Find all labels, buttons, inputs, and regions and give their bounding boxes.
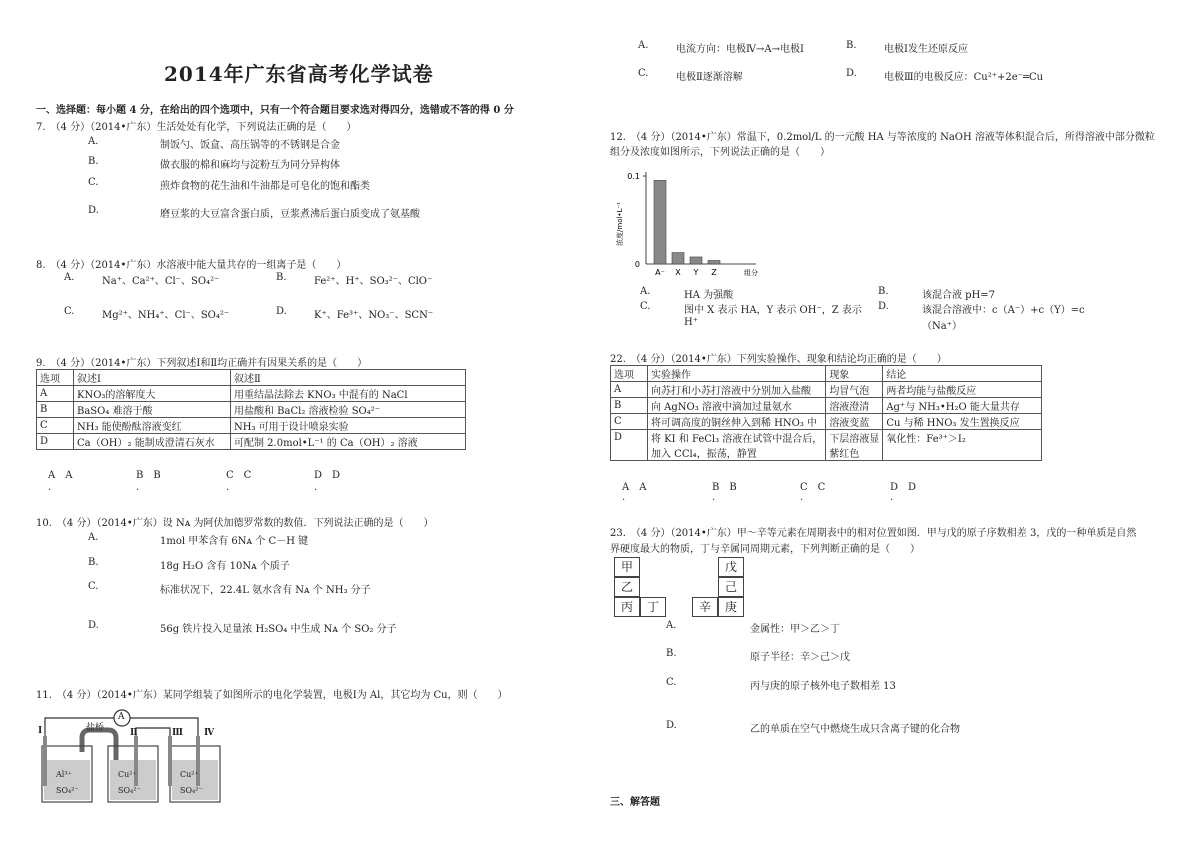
cell-jia: 甲 [614,557,640,577]
cell-bing: 丙 [614,597,640,617]
table-row [37,370,466,386]
q11-option-d-label[interactable]: D. [846,68,857,79]
q9-option-a[interactable]: A A [48,470,73,481]
q7-option-a: 制饭勺、饭盒、高压锅等的不锈钢是合金 [160,140,340,151]
q23-option-b-label[interactable]: B. [666,648,677,659]
table-cell: C [37,418,74,434]
table-row [37,418,466,434]
table-row [611,382,1042,398]
option-dot: . [712,492,716,503]
table-row [611,366,1042,382]
option-dot: . [314,482,318,493]
cell-ding: 丁 [640,597,666,617]
beaker-1-ion-b: SO₄²⁻ [56,786,79,795]
q8-stem: 8. （4 分）（2014•广东）水溶液中能大量共存的一组离子是（ ） [36,260,347,271]
electrode-4-label: Ⅳ [204,728,215,738]
cell-xin: 辛 [692,597,718,617]
beaker-2-ion-b: SO₄²⁻ [118,786,141,795]
table-row [611,414,1042,430]
right-column [610,0,1170,849]
option-dot: . [136,482,140,493]
table-row [611,430,1042,446]
q9-option-d[interactable]: D D [314,470,341,481]
electrode-1-label: Ⅰ [38,726,43,736]
q10-option-b: 18g H₂O 含有 10Nᴀ 个质子 [160,561,290,572]
q11-option-a: 电流方向：电极Ⅳ→A→电极Ⅰ [676,44,804,55]
table-cell: 用盐酸和 BaCl₂ 溶液检验 SO₄²⁻ [231,402,466,418]
q23-option-a: 金属性：甲＞乙＞丁 [750,624,840,635]
left-column [36,0,586,849]
beaker-3-ion-b: SO₄²⁻ [180,786,203,795]
q22-stem: 22. （4 分）（2014•广东）下列实验操作、现象和结论均正确的是（ ） [610,354,947,365]
table-cell: D [611,430,648,446]
bar [708,260,720,264]
bar [690,257,702,264]
table-cell: NH₃ 能使酚酞溶液变红 [74,418,231,434]
q22-option-b[interactable]: B B [712,482,737,493]
q23-option-b: 原子半径：辛＞己＞戊 [750,652,850,663]
q12-option-d-label[interactable]: D. [878,301,889,312]
q11-option-d: 电极Ⅲ的电极反应：Cu²⁺+2e⁻═Cu [884,72,1044,83]
q9-option-c[interactable]: C C [226,470,252,481]
q22-table [610,365,1042,461]
table-cell: 结论 [883,366,1042,382]
beaker-1-ion-a: Al³⁺ [56,770,72,779]
q23-option-d-label[interactable]: D. [666,720,677,731]
table-cell: C [611,414,648,430]
table-row [37,386,466,402]
q7-option-d: 磨豆浆的大豆富含蛋白质，豆浆煮沸后蛋白质变成了氨基酸 [160,209,420,220]
bar [654,180,666,264]
table-cell: D [37,434,74,450]
y-tick-label: 0.1 [627,172,640,181]
q22-option-d[interactable]: D D [890,482,917,493]
table-row [37,402,466,418]
q7-option-b-label[interactable]: B. [88,156,99,167]
table-cell: 叙述Ⅱ [231,370,466,386]
option-dot: . [622,492,626,503]
q12-option-a-label[interactable]: A. [640,286,651,297]
table-cell: 用重结晶法除去 KNO₃ 中混有的 NaCl [231,386,466,402]
table-cell: 氧化性：Fe³⁺＞I₂ [883,430,1042,446]
table-cell: B [37,402,74,418]
q12-stem-line2: 组分及浓度如图所示，下列说法正确的是（ ） [610,147,830,158]
q11-option-b-label[interactable]: B. [846,40,857,51]
table-cell: 选项 [611,366,648,382]
q7-option-a-label[interactable]: A. [88,136,99,147]
table-cell: 实验操作 [648,366,826,382]
q10-option-a-label[interactable]: A. [88,532,99,543]
q23-option-c: 丙与庚的原子核外电子数相差 13 [750,681,896,692]
q8-option-a: Na⁺、Ca²⁺、Cl⁻、SO₄²⁻ [102,276,220,287]
q7-option-c: 煎炸食物的花生油和牛油都是可皂化的饱和酯类 [160,181,370,192]
cell-wu: 戊 [718,557,744,577]
q22-option-a[interactable]: A A [622,482,647,493]
q11-option-c-label[interactable]: C. [638,68,649,79]
q7-option-b: 做衣服的棉和麻均与淀粉互为同分异构体 [160,160,340,171]
q12-stem-line1: 12. （4 分）（2014•广东）常温下，0.2mol/L 的一元酸 HA 与等浓度的 NaOH 溶液等体积混合后，所得溶液中部分微粒 [610,132,1155,143]
q12-option-a: HA 为强酸 [684,290,734,301]
table-cell: 两者均能与盐酸反应 [883,382,1042,398]
table-cell: 叙述Ⅰ [74,370,231,386]
salt-bridge-label: 盐桥 [86,723,105,733]
q10-option-c: 标准状况下，22.4L 氨水含有 Nᴀ 个 NH₃ 分子 [160,585,371,596]
table-cell: 将 KI 和 FeCl₃ 溶液在试管中混合后， [648,430,826,446]
q8-option-d-label[interactable]: D. [276,306,287,317]
q11-option-b: 电极Ⅰ发生还原反应 [884,44,968,55]
x-tick-label: Y [693,268,699,277]
q12-option-c: 图中 X 表示 HA，Y 表示 OH⁻，Z 表示 [684,305,862,316]
table-cell: 下层溶液显 [826,430,883,446]
beaker-2-ion-a: Cu²⁺ [118,770,137,779]
table-cell: 均冒气泡 [826,382,883,398]
table-cell: B [611,398,648,414]
q9-table [36,369,466,450]
beaker-3-ion-a: Cu²⁺ [180,770,199,779]
table-cell: KNO₃的溶解度大 [74,386,231,402]
table-row [37,434,466,450]
q11-stem: 11. （4 分）（2014•广东）某同学组装了如图所示的电化学装置，电极Ⅰ为 Al，其它均为 Cu，则（ ） [36,690,508,701]
table-cell: 加入 CCl₄，振荡，静置 [648,445,826,461]
table-cell: NH₃ 可用于设计喷泉实验 [231,418,466,434]
q9-option-b[interactable]: B B [136,470,161,481]
option-dot: . [800,492,804,503]
q23-option-d: 乙的单质在空气中燃烧生成只含离子键的化合物 [750,724,960,735]
q10-option-b-label[interactable]: B. [88,557,99,568]
q12-option-d-cont: （Na⁺） [922,321,962,332]
section-heading-answers: 三、解答题 [610,797,660,808]
ammeter-label: A [118,712,125,722]
q11-option-a-label[interactable]: A. [638,40,649,51]
q10-stem: 10. （4 分）（2014•广东）设 Nᴀ 为阿伏加德罗常数的数值．下列说法正确的是（ ） [36,518,434,529]
cell-ji: 己 [718,577,744,597]
table-cell: 向 AgNO₃ 溶液中滴加过量氨水 [648,398,826,414]
q12-option-d: 该混合溶液中：c（A⁻）+c（Y）=c [922,305,1085,316]
q12-option-c-label[interactable]: C. [640,301,651,312]
table-cell: Ag⁺与 NH₃•H₂O 能大量共存 [883,398,1042,414]
table-cell [611,445,648,461]
q23-stem-line2: 界硬度最大的物质，丁与辛属同周期元素，下列判断正确的是（ ） [610,544,920,555]
x-tick-label: X [675,268,681,277]
table-cell: A [611,382,648,398]
x-tick-label: A⁻ [655,268,665,277]
table-cell: 溶液澄清 [826,398,883,414]
q9-stem: 9. （4 分）（2014•广东）下列叙述Ⅰ和Ⅱ均正确并有因果关系的是（ ） [36,358,368,369]
table-cell: 现象 [826,366,883,382]
table-cell: 向苏打和小苏打溶液中分别加入盐酸 [648,382,826,398]
electrode-2-label: Ⅱ [130,728,138,738]
table-cell: BaSO₄ 难溶于酸 [74,402,231,418]
q7-option-c-label[interactable]: C. [88,177,99,188]
q10-option-d-label[interactable]: D. [88,620,99,631]
option-dot: . [226,482,230,493]
q8-option-c-label[interactable]: C. [64,306,75,317]
q12-option-c-cont: H⁺ [684,317,698,328]
option-dot: . [48,482,52,493]
q22-option-c[interactable]: C C [800,482,826,493]
table-cell [883,445,1042,461]
section-heading: 一、选择题：每小题 4 分，在给出的四个选项中，只有一个符合题目要求选对得四分，选错或不答的得 0 分 [36,105,514,116]
q23-stem-line1: 23. （4 分）（2014•广东）甲～辛等元素在周期表中的相对位置如图．甲与戊的原子序数相差 3，戊的一种单质是自然 [610,528,1137,539]
bar [672,253,684,264]
table-cell: 可配制 2.0mol•L⁻¹ 的 Ca（OH）₂ 溶液 [231,434,466,450]
q8-option-c: Mg²⁺、NH₄⁺、Cl⁻、SO₄²⁻ [102,310,230,321]
cell-yi: 乙 [614,577,640,597]
table-cell: A [37,386,74,402]
y-axis-label: 浓度/mol•L⁻¹ [616,202,624,246]
option-dot: . [890,492,894,503]
table-cell: 溶液变蓝 [826,414,883,430]
q7-stem: 7. （4 分）（2014•广东）生活处处有化学，下列说法正确的是（ ） [36,122,357,133]
q7-option-d-label[interactable]: D. [88,205,99,216]
page-title: 2014年广东省高考化学试卷 [164,62,434,86]
q10-option-a: 1mol 甲苯含有 6Nᴀ 个 C－H 键 [160,536,309,547]
table-row [611,445,1042,461]
table-cell: 选项 [37,370,74,386]
table-cell: 将可调高度的铜丝伸入到稀 HNO₃ 中 [648,414,826,430]
q12-option-b-label[interactable]: B. [878,286,889,297]
q10-option-d: 56g 铁片投入足量浓 H₂SO₄ 中生成 Nᴀ 个 SO₂ 分子 [160,624,397,635]
x-axis-label: 组分 [744,269,758,277]
table-cell: Cu 与稀 HNO₃ 发生置换反应 [883,414,1042,430]
cell-geng: 庚 [718,597,744,617]
q10-option-c-label[interactable]: C. [88,581,99,592]
electrode-3-label: Ⅲ [172,728,183,738]
y-tick-label: 0 [634,260,640,269]
concentration-bar-chart [610,160,770,280]
x-tick-label: Z [711,268,717,277]
table-cell: Ca（OH）₂ 能制成澄清石灰水 [74,434,231,450]
q12-option-b: 该混合液 pH=7 [922,290,996,301]
table-cell: 紫红色 [826,445,883,461]
q23-option-a-label[interactable]: A. [666,620,677,631]
q8-option-d: K⁺、Fe³⁺、NO₃⁻、SCN⁻ [314,310,434,321]
q8-option-b: Fe²⁺、H⁺、SO₃²⁻、ClO⁻ [314,276,433,287]
q11-option-c: 电极Ⅱ逐渐溶解 [676,72,743,83]
q8-option-b-label[interactable]: B. [276,272,287,283]
table-row [611,398,1042,414]
q23-option-c-label[interactable]: C. [666,677,677,688]
q8-option-a-label[interactable]: A. [64,272,75,283]
